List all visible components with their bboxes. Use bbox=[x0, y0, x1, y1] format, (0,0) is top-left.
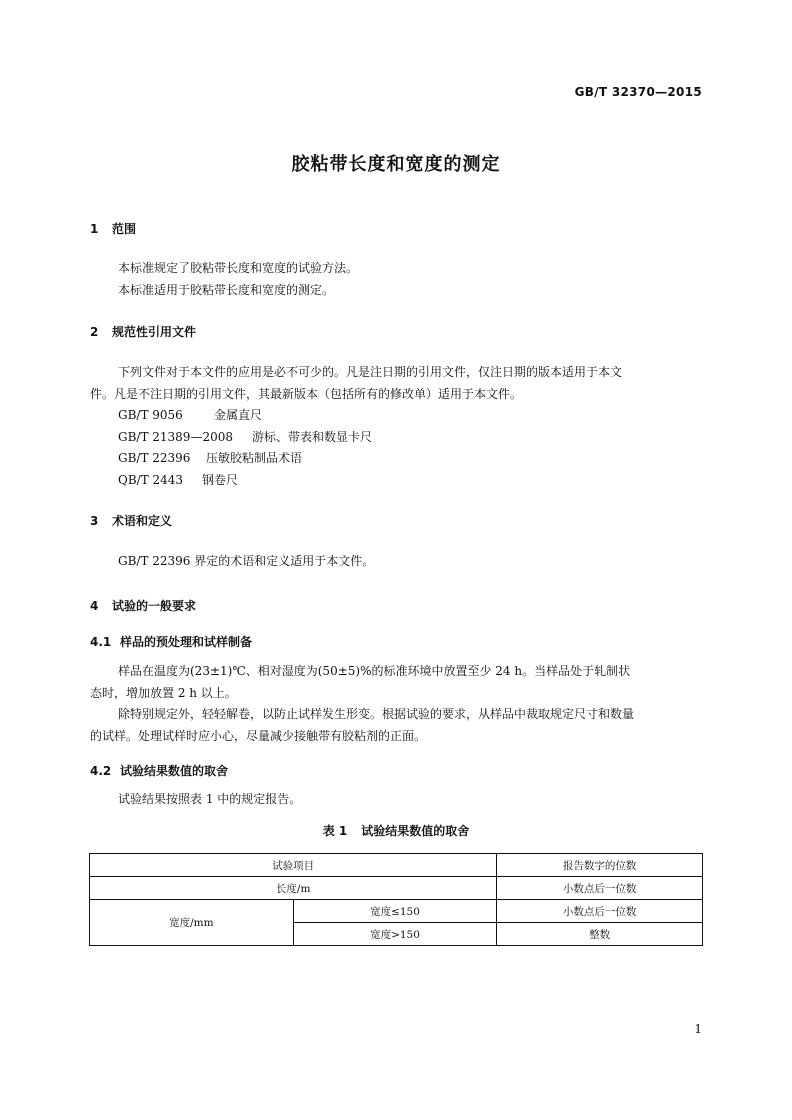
cell-length-digits: 小数点后一位数 bbox=[497, 877, 703, 900]
paragraph: 试验结果按照表 1 中的规定报告。 bbox=[118, 792, 302, 806]
section-number: 1 bbox=[90, 222, 99, 236]
reference-code: QB/T 2443 bbox=[118, 472, 184, 487]
section-title: 试验的一般要求 bbox=[112, 599, 197, 613]
section-number: 4.2 bbox=[90, 764, 112, 778]
table-number: 表 1 bbox=[322, 824, 348, 838]
section-4-1-heading bbox=[90, 633, 252, 650]
section-number: 4 bbox=[90, 599, 99, 613]
table-caption bbox=[0, 822, 792, 839]
section-title: 试验结果数值的取舍 bbox=[120, 764, 229, 778]
reference-item bbox=[118, 448, 372, 470]
section-number: 3 bbox=[90, 514, 99, 528]
result-rounding-table bbox=[89, 853, 703, 946]
table-row bbox=[90, 877, 703, 900]
cell-width-item: 宽度/mm bbox=[90, 900, 294, 946]
cell-width-condition: 宽度≤150 bbox=[293, 900, 497, 923]
cell-width-digits: 整数 bbox=[497, 923, 703, 946]
section-4-heading bbox=[90, 597, 196, 614]
standard-code: GB/T 32370—2015 bbox=[574, 85, 702, 99]
reference-name: 压敏胶粘制品术语 bbox=[206, 451, 303, 465]
normative-references-list bbox=[118, 405, 372, 491]
section-title: 规范性引用文件 bbox=[112, 325, 197, 339]
page-number: 1 bbox=[694, 1022, 702, 1036]
paragraph: 本标准规定了胶粘带长度和宽度的试验方法。 bbox=[118, 261, 359, 275]
paragraph-line: 态时，增加放置 2 h 以上。 bbox=[90, 685, 237, 700]
cell-width-digits: 小数点后一位数 bbox=[497, 900, 703, 923]
table-title: 试验结果数值的取舍 bbox=[361, 824, 470, 838]
section-number: 4.1 bbox=[90, 635, 112, 649]
reference-name: 金属直尺 bbox=[214, 408, 263, 422]
section-1-heading bbox=[90, 220, 136, 237]
reference-item bbox=[118, 427, 372, 449]
paragraph: GB/T 22396 界定的术语和定义适用于本文件。 bbox=[118, 554, 375, 568]
reference-code: GB/T 21389—2008 bbox=[118, 429, 233, 444]
section-title: 样品的预处理和试样制备 bbox=[120, 635, 253, 649]
reference-item bbox=[118, 405, 372, 427]
table-header-row bbox=[90, 854, 703, 877]
reference-name: 钢卷尺 bbox=[202, 472, 239, 487]
section-title: 术语和定义 bbox=[112, 514, 173, 528]
section-4-1-body bbox=[90, 661, 702, 747]
document-title: 胶粘带长度和宽度的测定 bbox=[291, 154, 501, 175]
section-1-body bbox=[90, 258, 702, 301]
reference-name: 游标、带表和数显卡尺 bbox=[252, 429, 373, 444]
header-reported-digits: 报告数字的位数 bbox=[497, 854, 703, 877]
section-3-heading bbox=[90, 512, 172, 529]
section-3-body bbox=[90, 551, 702, 573]
reference-code: GB/T 22396 bbox=[118, 451, 191, 465]
reference-item bbox=[118, 470, 372, 492]
cell-width-condition: 宽度>150 bbox=[293, 923, 497, 946]
section-4-2-body bbox=[90, 789, 702, 811]
paragraph: 本标准适用于胶粘带长度和宽度的测定。 bbox=[118, 282, 335, 297]
paragraph-line: 下列文件对于本文件的应用是必不可少的。凡是注日期的引用文件，仅注日期的版本适用于本文 bbox=[118, 365, 623, 379]
section-2-heading bbox=[90, 323, 196, 340]
section-2-intro bbox=[90, 362, 702, 405]
section-4-2-heading bbox=[90, 762, 228, 779]
paragraph-line: 的试样。处理试样时应小心，尽量减少接触带有胶粘剂的正面。 bbox=[90, 728, 427, 743]
table-row bbox=[90, 900, 703, 923]
paragraph-line: 除特别规定外，轻轻解卷，以防止试样发生形变。根据试验的要求，从样品中裁取规定尺寸和数量 bbox=[118, 707, 635, 721]
section-number: 2 bbox=[90, 325, 99, 339]
reference-code: GB/T 9056 bbox=[118, 408, 183, 422]
paragraph-line: 样品在温度为(23±1)℃、相对湿度为(50±5)%的标准环境中放置至少 24 h。当样品处于轧制状 bbox=[118, 664, 631, 678]
section-title: 范围 bbox=[112, 222, 137, 236]
paragraph-line: 件。凡是不注日期的引用文件，其最新版本（包括所有的修改单）适用于本文件。 bbox=[90, 386, 523, 401]
cell-length-item: 长度/m bbox=[90, 877, 497, 900]
header-test-item: 试验项目 bbox=[90, 854, 497, 877]
